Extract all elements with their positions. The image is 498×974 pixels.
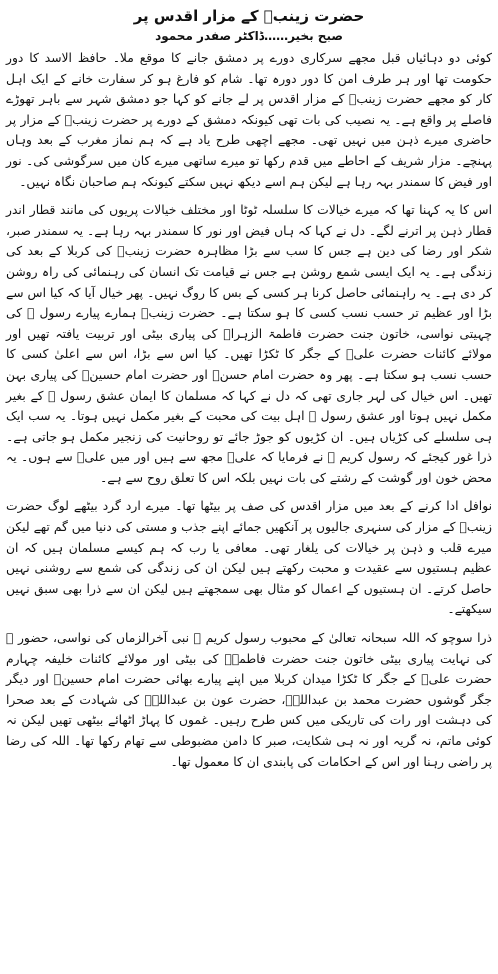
article-paragraph: نوافل ادا کرنے کے بعد میں مزار اقدس کی صف پر بیٹھا تھا۔ میرے ارد گرد بیٹھے لوگ حضرت زینبؑ کے مزار کی سنہری جالیوں پر آنکھیں جمائے اپنے جذب و مستی کی دنیا میں گم تھے لیکن میرے قلب و ذہن پر خیالات کی یلغار تھی۔ معافی یا رب کہ ہم کیسے مسلمان ہیں کہ ان عظیم ہستیوں سے عقیدت و محبت رکھتے ہیں لیکن ان کی زندگی کی شمع سے روشنی نہیں حاصل کرتے۔ ان ہستیوں کے اعمال کو مثال بھی سمجھتے ہیں لیکن ان سے ذرا بھی سبق نہیں سیکھتے۔: [6, 499, 492, 617]
article-title: حضرت زینبؑ کے مزار اقدس پر: [133, 7, 365, 25]
article-paragraph: اس کا یہ کہنا تھا کہ میرے خیالات کا سلسلہ ٹوٹا اور مختلف خیالات پریوں کی مانند قطار اندر قطار ذہن پر اترنے لگے۔ دل نے کہا کہ ہاں فیض اور نور کا سمندر بہہ رہا ہے۔ یہ سمندر صبر، شکر اور رضا کی دین ہے جس کا سب سے بڑا مظاہرہ حضرت زینبؑ کی کربلا کے بعد کی زندگی ہے۔ یہ ایک ایسی شمع روشن ہے جس نے قیامت تک انسان کی رہنمائی کی راہ روشن کر دی ہے۔ یہ راہنمائی حاصل کرنا ہر کسی کے بس کا روگ نہیں۔ پھر خیال آیا کہ کیا اس سے بڑا اور عظیم تر حسب نسب کسی کا ہو سکتا ہے۔ حضرت زینبؑ ہمارے پیارے رسول ﷺ کی چہیتی نواسی، خاتون جنت حضرت فاطمۃ الزہراؓ کی پیاری بیٹی اور تربیت یافتہ تھیں اور مولائے کائنات حضرت علیؓ کے جگر کا ٹکڑا تھیں۔ کیا اس سے بڑا، اس سے اعلیٰ کسی کا حسب نسب ہو سکتا ہے۔ پھر وہ حضرت امام حسنؓ اور حضرت امام حسینؓ کی پیاری بہن تھیں۔ اس خیال کی لہر جاری تھی کہ دل نے کہا کہ مسلمان کا ایمان عشق رسول ﷺ کے بغیر مکمل نہیں ہوتا اور عشق رسول ﷺ اہل بیت کی محبت کے بغیر مکمل نہیں ہوتا۔ یہ سب ایک ہی سلسلے کی کڑیاں ہیں۔ ان کڑیوں کو جوڑ جائے تو روحانیت کی زنجیر مکمل ہو جاتی ہے۔ ذرا غور کیجئے کہ رسول کریم ﷺ نے فرمایا کہ علیؓ مجھ سے ہیں اور میں علیؓ سے ہوں۔ یہ محض خون اور گوشت کے رشتے کی بات نہیں بلکہ اس کا تعلق روح سے ہے۔: [6, 203, 492, 485]
article-paragraph: ذرا سوچو کہ اللہ سبحانہ تعالیٰ کے محبوب رسول کریم ﷺ نبی آخرالزماں کی نواسی، حضور ﷺ کی نہایت پیاری بیٹی خاتون جنت حضرت فاطمہؓ کی بیٹی اور مولائے کائنات خلیفہ چہارم حضرت علیؓ کے جگر کا ٹکڑا میدان کربلا میں اپنے پیارے بھائی حضرت امام حسینؓ اور دیگر جگر گوشوں حضرت محمد بن عبداللہؓ، حضرت عون بن عبداللہؓ کی شہادت کے بعد صحرا کی دہشت اور رات کی تاریکی میں کس طرح رہیں۔ غموں کا پہاڑ اٹھائے بیٹھی تھیں لیکن نہ کوئی ماتم، نہ گریہ اور نہ ہی شکایت، صبر کا دامن مضبوطی سے تھام رکھا تھا۔ اللہ کی رضا پر راضی رہنا اور اس کے احکامات کی پابندی ان کا معمول تھا۔: [6, 631, 492, 769]
article-paragraph: کوئی دو دہائیاں قبل مجھے سرکاری دورے پر دمشق جانے کا موقع ملا۔ حافظ الاسد کا دور حکومت تھا اور ہر طرف امن کا دور دورہ تھا۔ شام کو فارغ ہو کر سفارت خانے کے ایک اہل کار کو مجھے حضرت زینبؑ کے مزار اقدس پر لے جانے کو کہا جو دمشق شہر سے باہر تھوڑے فاصلے پر واقع ہے۔ یہ نصیب کی بات تھی کیونکہ دمشق کے دورے پر حضرت زینبؑ کے مزار پر حاضری میرے ذہن میں نہیں تھی۔ مجھے اچھی طرح یاد ہے کہ ہم نماز مغرب کے بعد وہاں پہنچے۔ مزار شریف کے احاطے میں قدم رکھا تو میرے ساتھی میرے کان میں سرگوشی کی۔ نور اور فیض کا سمندر بہہ رہا ہے لیکن ہم اسے دیکھ نہیں سکتے کیونکہ ہم صاحبان نگاہ نہیں۔: [6, 51, 492, 189]
article-byline: صبح بخیر……ڈاکٹر صفدر محمود: [155, 29, 343, 43]
